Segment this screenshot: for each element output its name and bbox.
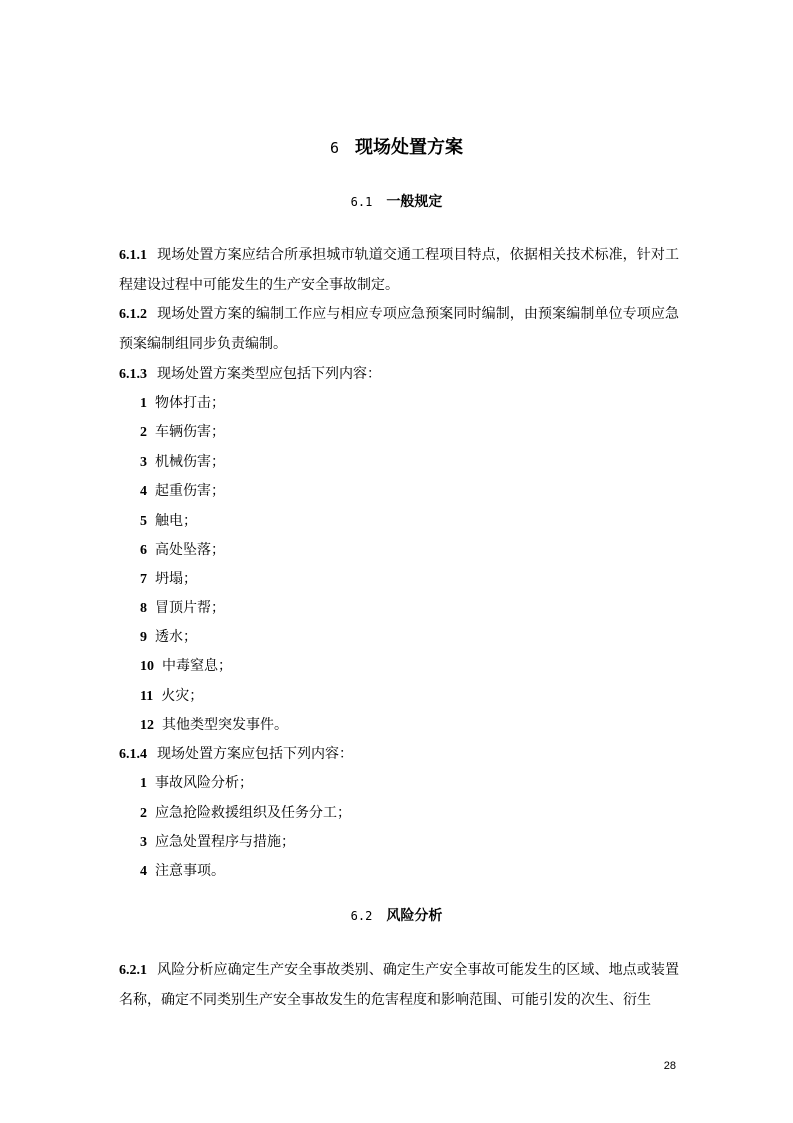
list-item bbox=[140, 569, 197, 590]
list-item-text: 其他类型突发事件。 bbox=[162, 717, 288, 733]
clause-6-1-4 bbox=[119, 744, 353, 765]
list-item-number: 1 bbox=[140, 396, 147, 411]
section-number: 6.1 bbox=[350, 195, 373, 209]
list-item bbox=[140, 686, 203, 707]
list-item bbox=[140, 481, 225, 502]
list-item-text: 应急抢险救援组织及任务分工； bbox=[155, 805, 351, 821]
list-item bbox=[140, 773, 253, 794]
clause-text: 现场处置方案应包括下列内容： bbox=[157, 746, 353, 762]
list-item-number: 7 bbox=[140, 572, 147, 587]
clause-text: 现场处置方案应结合所承担城市轨道交通工程项目特点，依据相关技术标准，针对工程建设过程中可能发生的生产安全事故制定。 bbox=[119, 247, 679, 293]
list-item bbox=[140, 511, 197, 532]
clause-number: 6.1.3 bbox=[119, 367, 147, 382]
list-item-number: 2 bbox=[140, 806, 147, 821]
clause-number: 6.1.1 bbox=[119, 248, 147, 263]
list-item bbox=[140, 715, 288, 736]
list-item-number: 12 bbox=[140, 718, 154, 733]
list-item-text: 透水； bbox=[155, 629, 197, 645]
clause-6-1-3 bbox=[119, 364, 381, 385]
list-item bbox=[140, 627, 197, 648]
section-title: 风险分析 bbox=[386, 908, 443, 924]
list-item bbox=[140, 422, 225, 443]
list-item-text: 高处坠落； bbox=[155, 542, 225, 558]
section-title: 一般规定 bbox=[386, 194, 443, 210]
page-number: 28 bbox=[663, 1060, 676, 1072]
list-item-number: 11 bbox=[140, 689, 154, 704]
chapter-number: 6 bbox=[329, 139, 340, 157]
list-item-number: 1 bbox=[140, 776, 147, 791]
list-item-text: 注意事项。 bbox=[155, 863, 225, 879]
list-item-number: 2 bbox=[140, 425, 147, 440]
clause-6-1-2 bbox=[119, 300, 679, 359]
list-item-number: 3 bbox=[140, 455, 147, 470]
section-number: 6.2 bbox=[350, 909, 373, 923]
list-item-text: 事故风险分析； bbox=[155, 775, 253, 791]
clause-text: 风险分析应确定生产安全事故类别、确定生产安全事故可能发生的区域、地点或装置名称，确定不同类别生产安全事故发生的危害程度和影响范围、可能引发的次生、衍生 bbox=[119, 962, 679, 1008]
clause-number: 6.1.4 bbox=[119, 747, 147, 762]
chapter-title: 现场处置方案 bbox=[355, 137, 464, 158]
list-item bbox=[140, 540, 225, 561]
list-item-number: 10 bbox=[140, 659, 154, 674]
list-item-text: 坍塌； bbox=[155, 571, 197, 587]
list-item-text: 应急处置程序与措施； bbox=[155, 834, 295, 850]
clause-6-1-1 bbox=[119, 241, 679, 300]
list-item bbox=[140, 832, 295, 853]
list-item-text: 火灾； bbox=[161, 688, 204, 704]
section-heading-6-2 bbox=[0, 906, 793, 926]
list-item bbox=[140, 393, 225, 414]
list-item-text: 冒顶片帮； bbox=[155, 600, 225, 616]
clause-number: 6.1.2 bbox=[119, 307, 147, 322]
list-item bbox=[140, 861, 225, 882]
list-item bbox=[140, 598, 225, 619]
list-item-number: 5 bbox=[140, 514, 147, 529]
list-item-text: 车辆伤害； bbox=[155, 424, 225, 440]
clause-text: 现场处置方案的编制工作应与相应专项应急预案同时编制，由预案编制单位专项应急预案编制组同步负责编制。 bbox=[119, 306, 679, 352]
list-item-text: 起重伤害； bbox=[155, 483, 225, 499]
list-item bbox=[140, 452, 225, 473]
list-item-text: 触电； bbox=[155, 513, 197, 529]
clause-text: 现场处置方案类型应包括下列内容： bbox=[157, 366, 381, 382]
list-item-number: 6 bbox=[140, 543, 147, 558]
list-item-text: 中毒窒息； bbox=[162, 658, 232, 674]
clause-number: 6.2.1 bbox=[119, 963, 147, 978]
list-item-number: 4 bbox=[140, 484, 147, 499]
list-item-number: 3 bbox=[140, 835, 147, 850]
list-item-text: 机械伤害； bbox=[155, 454, 225, 470]
list-item-number: 4 bbox=[140, 864, 147, 879]
list-item-number: 8 bbox=[140, 601, 147, 616]
section-heading-6-1 bbox=[0, 192, 793, 212]
list-item-text: 物体打击； bbox=[155, 395, 225, 411]
list-item bbox=[140, 803, 351, 824]
chapter-heading bbox=[0, 135, 793, 161]
list-item-number: 9 bbox=[140, 630, 147, 645]
list-item bbox=[140, 656, 232, 677]
clause-6-2-1 bbox=[119, 956, 679, 1015]
